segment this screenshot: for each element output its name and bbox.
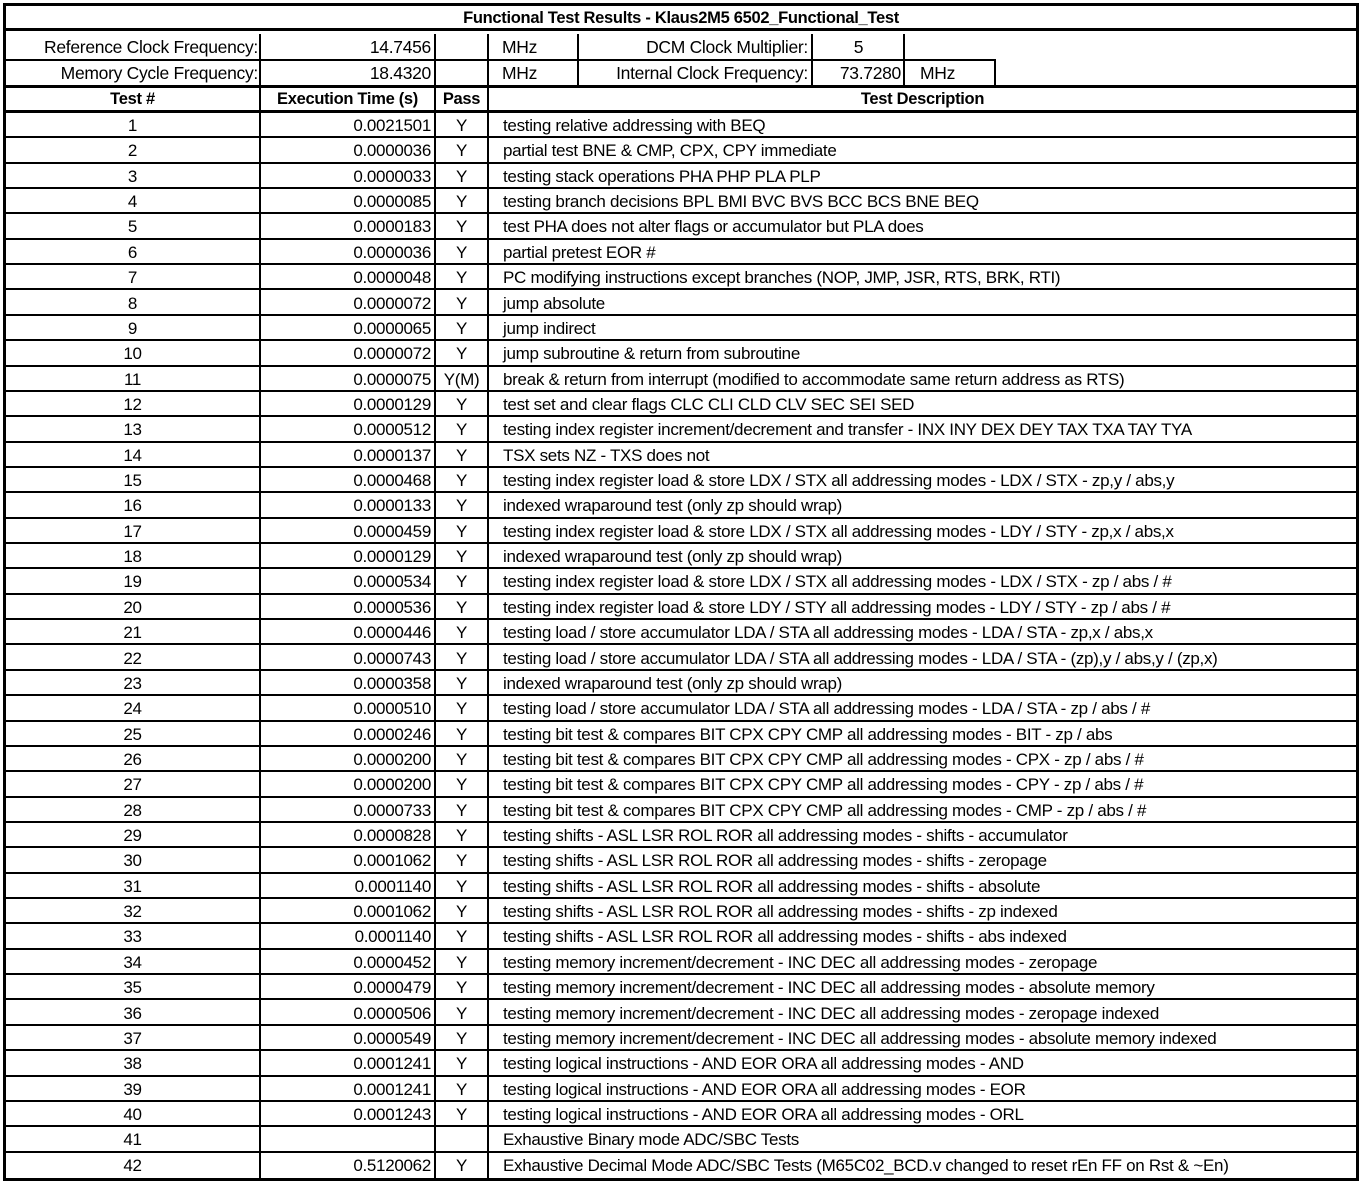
pass-cell[interactable]: Y (455, 800, 468, 820)
test-description-cell[interactable]: testing shifts - ASL LSR ROL ROR all addressing modes - shifts - accumulator (503, 826, 1068, 845)
table-row[interactable] (6, 874, 1356, 899)
pass-cell[interactable]: Y (455, 141, 468, 161)
table-row[interactable] (6, 443, 1356, 468)
test-number-cell[interactable]: 41 (123, 1130, 142, 1150)
execution-time-cell[interactable]: 0.0000468 (353, 471, 431, 490)
pass-cell[interactable]: Y (455, 496, 468, 516)
divider (6, 59, 996, 61)
test-number-cell[interactable]: 25 (123, 724, 142, 744)
test-description-cell[interactable]: testing logical instructions - AND EOR ORA all addressing modes - AND (503, 1054, 1024, 1074)
execution-time-cell[interactable]: 0.0000200 (353, 749, 431, 769)
table-row[interactable] (6, 595, 1356, 620)
table-row[interactable] (6, 1102, 1356, 1127)
execution-time-cell[interactable]: 0.0000534 (353, 572, 431, 592)
pass-cell[interactable]: Y (455, 876, 468, 896)
test-description-cell[interactable]: testing shifts - ASL LSR ROL ROR all addressing modes - shifts - zeropage (503, 851, 1047, 871)
execution-time-cell[interactable]: 0.5120062 (353, 1155, 431, 1175)
table-row[interactable] (6, 975, 1356, 1000)
mem-cycle-value[interactable]: 18.4320 (369, 63, 431, 83)
test-number-cell[interactable]: 14 (123, 445, 142, 465)
pass-cell[interactable]: Y (455, 673, 468, 693)
pass-cell[interactable]: Y (455, 192, 468, 212)
divider (434, 88, 436, 1178)
execution-time-cell[interactable]: 0.0000129 (353, 394, 431, 414)
test-number-cell[interactable]: 39 (123, 1079, 142, 1099)
pass-cell[interactable]: Y (455, 318, 468, 338)
test-description-cell[interactable]: testing index register load & store LDX / STX all addressing modes - LDX / STX - zp,y / abs,y (503, 471, 1175, 490)
pass-cell[interactable]: Y (455, 648, 468, 668)
pass-cell[interactable]: Y(M) (443, 369, 480, 389)
table-row[interactable] (6, 189, 1356, 214)
table-row[interactable] (6, 138, 1356, 163)
test-number-cell[interactable]: 23 (123, 673, 142, 693)
pass-cell[interactable]: Y (455, 293, 468, 313)
test-description-cell[interactable]: partial pretest EOR # (503, 242, 656, 262)
table-row[interactable] (6, 772, 1356, 797)
test-number-cell[interactable]: 2 (127, 141, 138, 161)
table-row[interactable] (6, 164, 1356, 189)
execution-time-cell[interactable]: 0.0001062 (353, 902, 431, 922)
test-description-cell[interactable]: partial test BNE & CMP, CPX, CPY immediate (503, 141, 837, 161)
test-description-cell[interactable]: testing shifts - ASL LSR ROL ROR all addressing modes - shifts - zp indexed (503, 902, 1058, 922)
internal-clock-value[interactable]: 73.7280 (839, 63, 901, 83)
pass-cell[interactable]: Y (455, 572, 468, 592)
test-description-cell[interactable]: testing shifts - ASL LSR ROL ROR all addressing modes - shifts - absolute (503, 876, 1041, 896)
internal-clock-label: Internal Clock Frequency: (616, 63, 808, 83)
pass-cell[interactable]: Y (455, 242, 468, 262)
test-description-cell[interactable]: testing bit test & compares BIT CPX CPY CMP all addressing modes - BIT - zp / abs (503, 724, 1113, 744)
execution-time-cell[interactable]: 0.0000743 (353, 648, 431, 668)
execution-time-cell[interactable]: 0.0001140 (354, 927, 431, 947)
pass-cell[interactable]: Y (455, 1104, 468, 1124)
table-row[interactable] (6, 113, 1356, 138)
results-table (6, 113, 1356, 1178)
pass-cell[interactable]: Y (455, 826, 468, 845)
test-description-cell[interactable]: test PHA does not alter flags or accumulator but PLA does (503, 217, 924, 237)
pass-cell[interactable]: Y (455, 851, 468, 871)
pass-cell[interactable]: Y (455, 217, 468, 237)
table-row[interactable] (6, 265, 1356, 290)
test-description-cell[interactable]: indexed wraparound test (only zp should wrap) (503, 673, 842, 693)
pass-cell[interactable]: Y (455, 166, 468, 186)
test-description-cell[interactable]: testing memory increment/decrement - INC DEC all addressing modes - absolute memory (503, 978, 1155, 998)
divider (259, 34, 261, 86)
test-number-cell[interactable]: 21 (123, 623, 142, 643)
test-description-cell[interactable]: jump indirect (503, 318, 596, 338)
test-description-cell[interactable]: testing index register load & store LDX / STX all addressing modes - LDY / STY - zp,x / abs,x (503, 521, 1174, 541)
table-row[interactable] (6, 1001, 1356, 1026)
execution-time-cell[interactable]: 0.0000129 (353, 547, 431, 567)
test-number-cell[interactable]: 11 (123, 369, 142, 389)
pass-cell[interactable]: Y (455, 420, 468, 440)
table-row[interactable] (6, 823, 1356, 848)
test-description-cell[interactable]: testing logical instructions - AND EOR ORA all addressing modes - EOR (503, 1079, 1026, 1099)
test-number-cell[interactable]: 20 (123, 597, 142, 617)
execution-time-cell[interactable]: 0.0000072 (353, 344, 431, 364)
test-description-cell[interactable]: jump subroutine & return from subroutine (503, 344, 800, 364)
execution-time-cell[interactable]: 0.0000733 (353, 800, 431, 820)
table-row[interactable] (6, 620, 1356, 645)
table-row[interactable] (6, 646, 1356, 671)
sheet-title: Functional Test Results - Klaus2M5 6502_Functional_Test (6, 6, 1356, 31)
execution-time-cell[interactable]: 0.0000085 (353, 192, 431, 212)
test-description-cell[interactable]: TSX sets NZ - TXS does not (503, 445, 710, 465)
table-row[interactable] (6, 392, 1356, 417)
pass-cell[interactable]: Y (455, 597, 468, 617)
test-number-cell[interactable]: 29 (123, 826, 142, 845)
test-number-cell[interactable]: 40 (123, 1104, 142, 1124)
test-description-cell[interactable]: testing load / store accumulator LDA / STA all addressing modes - LDA / STA - (zp),y / abs,y / (zp,x) (503, 648, 1218, 668)
execution-time-cell[interactable]: 0.0000459 (353, 521, 431, 541)
execution-time-cell[interactable]: 0.0000075 (353, 369, 431, 389)
table-row[interactable] (6, 493, 1356, 518)
pass-cell[interactable]: Y (455, 623, 468, 643)
test-description-cell[interactable]: testing memory increment/decrement - INC DEC all addressing modes - zeropage indexed (503, 1003, 1160, 1023)
col-pass[interactable]: Pass (442, 90, 481, 108)
table-row[interactable] (6, 848, 1356, 873)
execution-time-cell[interactable]: 0.0000036 (353, 242, 431, 262)
test-number-cell[interactable]: 36 (123, 1003, 142, 1023)
test-description-cell[interactable]: test set and clear flags CLC CLI CLD CLV SEC SEI SED (503, 394, 915, 414)
col-test-number[interactable]: Test # (110, 90, 155, 108)
test-number-cell[interactable]: 24 (123, 699, 142, 719)
test-description-cell[interactable]: jump absolute (503, 293, 605, 313)
test-number-cell[interactable]: 37 (123, 1028, 142, 1048)
divider (487, 88, 489, 1178)
test-number-cell[interactable]: 33 (123, 927, 142, 947)
table-row[interactable] (6, 671, 1356, 696)
execution-time-cell[interactable]: 0.0000183 (353, 217, 431, 237)
test-description-cell[interactable]: indexed wraparound test (only zp should wrap) (503, 496, 842, 516)
pass-cell[interactable]: Y (455, 1003, 468, 1023)
test-description-cell[interactable]: Exhaustive Decimal Mode ADC/SBC Tests (M65C02_BCD.v changed to reset rEn FF on Rst & ~En) (503, 1155, 1229, 1175)
ref-clock-value[interactable]: 14.7456 (369, 37, 431, 57)
params-block (6, 34, 1356, 86)
test-number-cell[interactable]: 4 (127, 192, 138, 212)
test-description-cell[interactable]: testing memory increment/decrement - INC DEC all addressing modes - absolute memory indexed (503, 1028, 1217, 1048)
table-row[interactable] (6, 1077, 1356, 1102)
execution-time-cell[interactable]: 0.0001140 (354, 876, 431, 896)
test-number-cell[interactable]: 32 (123, 902, 142, 922)
execution-time-cell[interactable]: 0.0000072 (353, 293, 431, 313)
execution-time-cell[interactable] (261, 1127, 434, 1152)
execution-time-cell[interactable]: 0.0000065 (353, 318, 431, 338)
divider (259, 88, 261, 1178)
execution-time-cell[interactable]: 0.0000133 (353, 496, 431, 516)
test-number-cell[interactable]: 9 (127, 318, 138, 338)
table-row[interactable] (6, 468, 1356, 493)
table-row[interactable] (6, 417, 1356, 442)
pass-cell[interactable]: Y (455, 724, 468, 744)
test-number-cell[interactable]: 27 (123, 775, 142, 795)
test-description-cell[interactable]: testing relative addressing with BEQ (503, 116, 766, 135)
table-row[interactable] (6, 1026, 1356, 1051)
pass-cell[interactable]: Y (455, 902, 468, 922)
mem-cycle-label: Memory Cycle Frequency: (60, 63, 258, 83)
test-number-cell[interactable]: 34 (123, 952, 142, 972)
execution-time-cell[interactable]: 0.0000510 (353, 699, 431, 719)
test-number-cell[interactable]: 17 (123, 521, 142, 541)
execution-time-cell[interactable]: 0.0000358 (353, 673, 431, 693)
test-number-cell[interactable]: 26 (123, 749, 142, 769)
test-number-cell[interactable]: 16 (123, 496, 142, 516)
test-number-cell[interactable]: 30 (123, 851, 142, 871)
table-row[interactable] (6, 240, 1356, 265)
execution-time-cell[interactable]: 0.0000828 (353, 826, 431, 845)
execution-time-cell[interactable]: 0.0001241 (353, 1079, 431, 1099)
test-description-cell[interactable]: testing stack operations PHA PHP PLA PLP (503, 166, 821, 186)
pass-cell[interactable]: Y (455, 471, 468, 490)
execution-time-cell[interactable]: 0.0000452 (353, 952, 431, 972)
execution-time-cell[interactable]: 0.0001062 (353, 851, 431, 871)
pass-cell[interactable] (436, 1127, 487, 1152)
execution-time-cell[interactable]: 0.0000200 (353, 775, 431, 795)
test-number-cell[interactable]: 10 (123, 344, 142, 364)
divider (487, 34, 489, 86)
ref-clock-label: Reference Clock Frequency: (44, 37, 258, 57)
test-description-cell[interactable]: testing load / store accumulator LDA / STA all addressing modes - LDA / STA - zp / abs / # (503, 699, 1151, 719)
table-row[interactable] (6, 569, 1356, 594)
pass-cell[interactable]: Y (455, 1054, 468, 1074)
test-description-cell[interactable]: indexed wraparound test (only zp should wrap) (503, 547, 842, 567)
pass-cell[interactable]: Y (455, 978, 468, 998)
table-row[interactable] (6, 722, 1356, 747)
test-description-cell[interactable]: testing logical instructions - AND EOR ORA all addressing modes - ORL (503, 1104, 1024, 1124)
table-row[interactable] (6, 544, 1356, 569)
execution-time-cell[interactable]: 0.0000246 (353, 724, 431, 744)
divider (994, 60, 996, 86)
test-number-cell[interactable]: 7 (127, 268, 138, 288)
execution-time-cell[interactable]: 0.0000137 (353, 445, 431, 465)
test-number-cell[interactable]: 35 (123, 978, 142, 998)
divider (811, 34, 813, 86)
test-description-cell[interactable]: break & return from interrupt (modified to accommodate same return address as RTS) (503, 369, 1125, 389)
execution-time-cell[interactable]: 0.0000036 (353, 141, 431, 161)
table-row[interactable] (6, 747, 1356, 772)
execution-time-cell[interactable]: 0.0000536 (353, 597, 431, 617)
test-number-cell[interactable]: 12 (123, 394, 142, 414)
pass-cell[interactable]: Y (455, 547, 468, 567)
table-row[interactable] (6, 214, 1356, 239)
pass-cell[interactable]: Y (455, 1028, 468, 1048)
table-row[interactable] (6, 1153, 1356, 1178)
pass-cell[interactable]: Y (455, 927, 468, 947)
execution-time-cell[interactable]: 0.0000446 (353, 623, 431, 643)
test-number-cell[interactable]: 19 (123, 572, 142, 592)
test-number-cell[interactable]: 5 (127, 217, 138, 237)
pass-cell[interactable]: Y (455, 344, 468, 364)
divider (903, 34, 905, 86)
pass-cell[interactable]: Y (455, 521, 468, 541)
table-row[interactable] (6, 341, 1356, 366)
pass-cell[interactable]: Y (455, 1079, 468, 1099)
divider (434, 34, 436, 86)
col-test-description[interactable]: Test Description (860, 90, 985, 108)
test-description-cell[interactable]: testing index register load & store LDY / STY all addressing modes - LDY / STY - zp / abs / # (503, 597, 1171, 617)
table-row[interactable] (6, 798, 1356, 823)
test-description-cell[interactable]: testing load / store accumulator LDA / STA all addressing modes - LDA / STA - zp,x / abs,x (503, 623, 1153, 643)
test-number-cell[interactable]: 31 (123, 876, 142, 896)
table-row[interactable] (6, 696, 1356, 721)
internal-clock-unit: MHz (920, 63, 956, 83)
table-row[interactable] (6, 899, 1356, 924)
test-number-cell[interactable]: 8 (127, 293, 138, 313)
test-number-cell[interactable]: 1 (127, 116, 138, 135)
results-sheet (3, 3, 1359, 1181)
test-number-cell[interactable]: 22 (123, 648, 142, 668)
pass-cell[interactable]: Y (455, 394, 468, 414)
table-row[interactable] (6, 950, 1356, 975)
test-number-cell[interactable]: 13 (123, 420, 142, 440)
table-row[interactable] (6, 1051, 1356, 1076)
table-row[interactable] (6, 924, 1356, 949)
execution-time-cell[interactable]: 0.0001241 (353, 1054, 431, 1074)
pass-cell[interactable]: Y (455, 116, 468, 135)
test-number-cell[interactable]: 28 (123, 800, 142, 820)
divider (577, 34, 579, 86)
test-number-cell[interactable]: 18 (123, 547, 142, 567)
dcm-label: DCM Clock Multiplier: (646, 37, 808, 57)
test-number-cell[interactable]: 15 (123, 471, 142, 490)
test-number-cell[interactable]: 42 (123, 1155, 142, 1175)
execution-time-cell[interactable]: 0.0000549 (353, 1028, 431, 1048)
mem-cycle-unit: MHz (502, 63, 538, 83)
test-number-cell[interactable]: 3 (127, 166, 138, 186)
execution-time-cell[interactable]: 0.0000512 (353, 420, 431, 440)
test-number-cell[interactable]: 6 (127, 242, 138, 262)
pass-cell[interactable]: Y (455, 268, 468, 288)
table-row[interactable] (6, 291, 1356, 316)
pass-cell[interactable]: Y (455, 699, 468, 719)
execution-time-cell[interactable]: 0.0000506 (353, 1003, 431, 1023)
execution-time-cell[interactable]: 0.0001243 (353, 1104, 431, 1124)
pass-cell[interactable]: Y (455, 952, 468, 972)
test-description-cell[interactable]: testing bit test & compares BIT CPX CPY CMP all addressing modes - CPY - zp / abs / # (503, 775, 1144, 795)
table-row[interactable] (6, 519, 1356, 544)
execution-time-cell[interactable]: 0.0000479 (353, 978, 431, 998)
test-description-cell[interactable]: testing bit test & compares BIT CPX CPY CMP all addressing modes - CPX - zp / abs / # (503, 749, 1144, 769)
ref-clock-unit: MHz (502, 37, 538, 57)
execution-time-cell[interactable]: 0.0000033 (353, 166, 431, 186)
test-description-cell[interactable]: Exhaustive Binary mode ADC/SBC Tests (503, 1130, 799, 1150)
test-description-cell[interactable]: PC modifying instructions except branches (NOP, JMP, JSR, RTS, BRK, RTI) (503, 268, 1061, 288)
test-description-cell[interactable]: testing index register load & store LDX / STX all addressing modes - LDX / STX - zp / abs / # (503, 572, 1172, 592)
table-row[interactable] (6, 1127, 1356, 1152)
dcm-value[interactable]: 5 (853, 37, 864, 57)
col-execution-time[interactable]: Execution Time (s) (277, 90, 418, 108)
test-number-cell[interactable]: 38 (123, 1054, 142, 1074)
test-description-cell[interactable]: testing shifts - ASL LSR ROL ROR all addressing modes - shifts - abs indexed (503, 927, 1067, 947)
test-description-cell[interactable]: testing bit test & compares BIT CPX CPY CMP all addressing modes - CMP - zp / abs / # (503, 800, 1147, 820)
table-row[interactable] (6, 316, 1356, 341)
execution-time-cell[interactable]: 0.0000048 (353, 268, 431, 288)
table-row[interactable] (6, 367, 1356, 392)
pass-cell[interactable]: Y (455, 775, 468, 795)
pass-cell[interactable]: Y (455, 445, 468, 465)
column-header (6, 88, 1356, 110)
pass-cell[interactable]: Y (455, 1155, 468, 1175)
execution-time-cell[interactable]: 0.0021501 (353, 116, 431, 135)
test-description-cell[interactable]: testing index register increment/decrement and transfer - INX INY DEX DEY TAX TXA TAY TYA (503, 420, 1192, 440)
pass-cell[interactable]: Y (455, 749, 468, 769)
test-description-cell[interactable]: testing memory increment/decrement - INC DEC all addressing modes - zeropage (503, 952, 1098, 972)
test-description-cell[interactable]: testing branch decisions BPL BMI BVC BVS BCC BCS BNE BEQ (503, 192, 979, 212)
